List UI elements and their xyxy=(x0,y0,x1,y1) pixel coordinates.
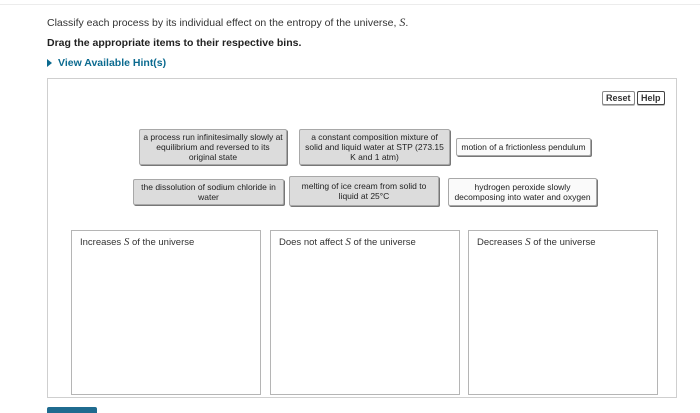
hint-label: View Available Hint(s) xyxy=(58,57,167,69)
bin-label-no-effect-text: Does not affect xyxy=(279,237,346,248)
drag-item-reversible-process[interactable]: a process run infinitesimally slowly at equilibrium and reversed to its original state xyxy=(139,129,287,165)
question-text xyxy=(47,15,408,30)
bin-label-increases-suffix: of the universe xyxy=(129,237,195,248)
bin-label-increases-text: Increases xyxy=(80,237,124,248)
bin-label-decreases-suffix: of the universe xyxy=(530,237,596,248)
bin-label-no-effect-suffix: of the universe xyxy=(350,237,416,248)
bin-increases-entropy[interactable] xyxy=(71,230,261,395)
bin-label-decreases-var: S xyxy=(525,236,531,248)
view-hints-link[interactable] xyxy=(47,57,166,69)
expand-triangle-icon xyxy=(47,59,52,67)
bin-label-no-effect xyxy=(279,236,416,248)
help-button[interactable]: Help xyxy=(637,91,665,105)
instruction-text: Drag the appropriate items to their respective bins. xyxy=(47,37,302,49)
bin-label-no-effect-var: S xyxy=(345,236,351,248)
question-period: . xyxy=(405,17,409,29)
submit-button[interactable] xyxy=(47,407,97,413)
top-divider xyxy=(0,4,700,5)
bin-no-effect-entropy[interactable] xyxy=(270,230,460,395)
drag-item-peroxide-decomposition[interactable]: hydrogen peroxide slowly decomposing into water and oxygen xyxy=(448,178,597,206)
reset-button[interactable]: Reset xyxy=(602,91,635,105)
question-text-main: Classify each process by its individual effect on the entropy of the universe, xyxy=(47,17,400,29)
drag-item-nacl-dissolution[interactable]: the dissolution of sodium chloride in water xyxy=(133,179,284,205)
drag-item-frictionless-pendulum[interactable]: motion of a frictionless pendulum xyxy=(456,138,591,156)
bin-label-decreases-text: Decreases xyxy=(477,237,526,248)
bin-decreases-entropy[interactable] xyxy=(468,230,658,395)
drag-item-ice-water-mixture[interactable]: a constant composition mixture of solid and liquid water at STP (273.15 K and 1 atm) xyxy=(299,129,450,165)
bin-label-increases xyxy=(80,236,194,248)
drag-drop-panel xyxy=(47,78,677,398)
entropy-variable: S xyxy=(399,15,406,29)
bin-label-decreases xyxy=(477,236,596,248)
drag-item-ice-cream-melting[interactable]: melting of ice cream from solid to liquid at 25°C xyxy=(289,176,439,206)
bin-label-increases-var: S xyxy=(123,236,130,248)
